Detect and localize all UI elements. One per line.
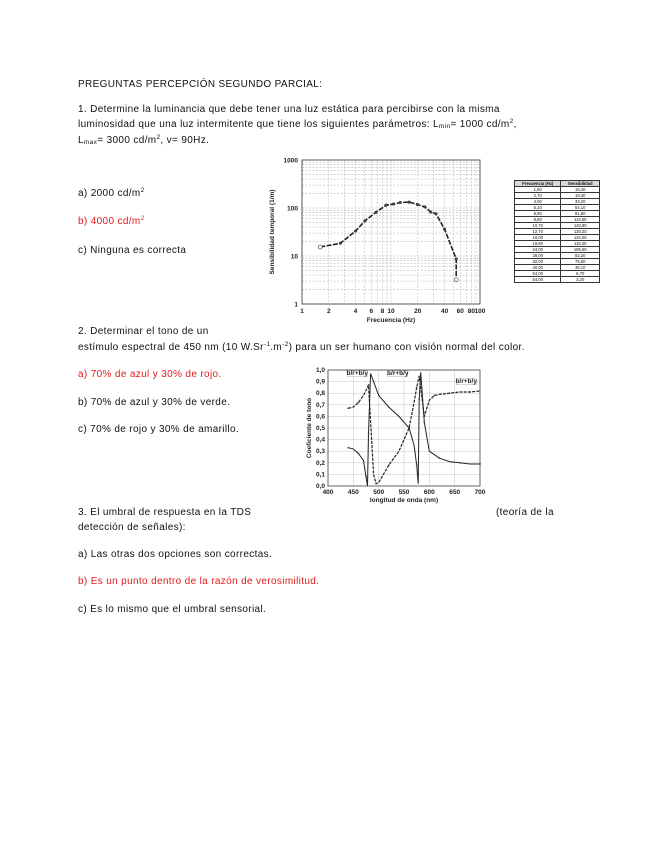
q1-option-c[interactable]: c) Ninguna es correcta [78,245,187,256]
data-point [449,392,451,394]
y-axis-label: Coeficiente de tono [306,397,313,459]
x-tick-label: 2 [326,308,331,315]
data-point [454,278,458,282]
q2-text-line1: 2. Determinar el tono de un [78,326,209,337]
x-tick-label: 700 [474,489,486,496]
x-tick-label: 4 [353,308,358,315]
table-cell: 2,70 [515,193,561,199]
q3-option-b-correct[interactable]: b) Es un punto dentro de la razón de verosimilitud. [78,576,320,587]
q2-option-c[interactable]: c) 70% de rojo y 30% de amarillo. [78,424,240,435]
y-tick-label: 0,8 [315,390,325,398]
q3-text-line2: detección de señales): [78,522,186,533]
data-point [469,391,471,393]
x-tick-label: 500 [373,489,385,496]
data-point [423,421,425,423]
data-point [318,245,322,249]
data-point [416,387,418,389]
q3-text-line1: 3. El umbral de respuesta en la TDS [78,507,252,518]
table-cell: 12,70 [515,229,561,235]
data-point [479,463,481,465]
y-tick-label: 1 [294,301,298,309]
data-point [368,433,370,435]
q2-option-a-correct[interactable]: a) 70% de azul y 30% de rojo. [78,369,222,380]
table-cell: 19,80 [515,241,561,247]
data-point [434,395,436,397]
y-tick-label: 0,0 [315,483,325,490]
data-point [347,407,349,409]
temporal-sensitivity-chart [262,152,490,330]
table-cell: 32,00 [515,259,561,265]
data-point [455,258,457,260]
q1-text-line2: luminosidad que una luz intermitente que tiene los siguientes parámetros: $L_{min}= 1000$ $cd/m^2$, [78,118,517,130]
q1-text-line3: $L_{max}= 3000$ $cd/m^2$, v= 90Hz. [78,134,210,146]
data-point [443,228,445,230]
x-tick-label: 8 [380,308,385,315]
x-tick-label: 6 [369,308,374,315]
data-point [388,464,390,466]
data-point [375,211,377,213]
table-cell: 114,50 [561,217,600,223]
y-tick-label: 1000 [283,157,298,165]
data-point [399,201,401,203]
y-tick-label: 0,6 [315,413,325,421]
x-tick-label: 600 [423,489,435,496]
data-point [364,220,366,222]
table-cell: 8,80 [515,217,561,223]
y-tick-label: 0,3 [315,448,325,456]
data-point [358,453,360,455]
data-point [418,398,420,400]
data-point [424,206,426,208]
hue-coefficient-chart [304,364,492,510]
hue-series-line-1 [348,372,480,486]
q1-option-b-correct[interactable]: b) 4000 $cd/m^2$ [78,215,145,227]
table-cell: 118,30 [561,241,600,247]
y-tick-label: 0,7 [315,401,325,409]
x-tick-label: 100 [474,308,486,315]
table-cell: 5,10 [515,205,561,211]
annotation-label: b/r+b/y [346,370,369,378]
data-point [430,211,432,213]
table-cell: 15,40 [561,187,600,193]
table-cell: 4,00 [515,199,561,205]
data-point [368,384,370,386]
x-tick-label: 60 [456,308,464,315]
data-point [416,203,418,205]
data-point [385,204,387,206]
table-cell: 6,80 [515,211,561,217]
data-point [373,381,375,383]
x-tick-label: 10 [387,308,395,315]
data-point [347,447,349,449]
data-point [358,402,360,404]
annotation-label: b/r+b/y [387,370,409,378]
x-tick-label: 40 [440,308,449,315]
y-tick-label: 0,4 [315,436,325,444]
table-cell: 82,20 [561,253,600,259]
x-tick-label: 20 [414,308,422,315]
data-point [365,476,367,478]
table-cell: 36,10 [561,265,600,271]
x-tick-label: 1 [300,308,304,315]
y-axis-label: Sensibilidad temporal (1/m) [269,189,276,275]
table-cell: 130,20 [561,229,600,235]
data-point [439,457,441,459]
table-cell: 3,20 [561,277,600,283]
table-cell: 54,00 [515,277,561,283]
table-cell: 10,70 [515,223,561,229]
table-cell: 28,00 [515,253,561,259]
q2-text-line2: estímulo espectral de 450 nm (10 $W.Sr^{-1}.m^{-2}$) para un ser humano con visión normal del color. [78,341,525,353]
table-header: Frecuencia (Hz) [515,181,561,187]
table-cell: 24,00 [515,247,561,253]
y-tick-label: 0,9 [315,378,325,386]
q3-option-c[interactable]: c) Es lo mismo que el umbral sensorial. [78,604,267,615]
table-header: Sensibilidad [561,181,600,187]
table-cell: 105,60 [561,247,600,253]
y-tick-label: 0,2 [315,459,325,467]
data-point [408,201,410,203]
x-tick-label: 650 [449,489,461,496]
page-title: PREGUNTAS PERCEPCIÓN SEGUNDO PARCIAL: [78,79,323,90]
x-axis-label: Frecuencia (Hz) [366,317,416,324]
data-point [392,203,394,205]
q3-text-line1-end: (teoría de la [496,507,554,518]
x-tick-label: 400 [322,489,334,496]
data-point [388,406,390,408]
table-cell: 54,10 [561,205,600,211]
data-point [416,464,418,466]
q2-option-b[interactable]: b) 70% de azul y 30% de verde. [78,397,231,408]
table-cell: 18,40 [561,193,600,199]
q3-option-a[interactable]: a) Las otras dos opciones son correctas. [78,549,273,560]
frequency-sensitivity-table [514,180,600,283]
x-tick-label: 550 [398,489,410,496]
data-point [354,230,356,232]
y-tick-label: 1,0 [315,367,325,374]
data-point [339,242,341,244]
table-cell: 132,50 [561,235,600,241]
q1-option-a[interactable]: a) 2000 $cd/m^2$ [78,187,145,199]
q1-text-line1: 1. Determine la luminancia que debe tener una luz estática para percibirse con la misma [78,104,500,115]
table-row [515,277,600,283]
x-tick-label: 80 [467,308,475,315]
y-tick-label: 0,5 [315,425,325,432]
table-cell: 81,60 [561,211,600,217]
table-cell: 1,60 [515,187,561,193]
table-cell: 54,00 [515,271,561,277]
y-tick-label: 0,1 [315,471,325,479]
table-cell: 75,80 [561,259,600,265]
x-axis-label: longitud de onda (nm) [369,497,439,504]
table-cell: 16,00 [515,235,561,241]
y-tick-label: 10 [290,253,298,261]
y-tick-label: 100 [287,205,298,213]
data-point [408,427,410,429]
table-cell: 33,20 [561,199,600,205]
data-point [435,213,437,215]
table-cell: 40,00 [515,265,561,271]
annotation-label: b/r+b/y [455,378,477,386]
table-cell: 8,70 [561,271,600,277]
data-point [375,483,377,485]
x-tick-label: 450 [347,489,359,496]
data-point [459,462,461,464]
table-cell: 120,80 [561,223,600,229]
